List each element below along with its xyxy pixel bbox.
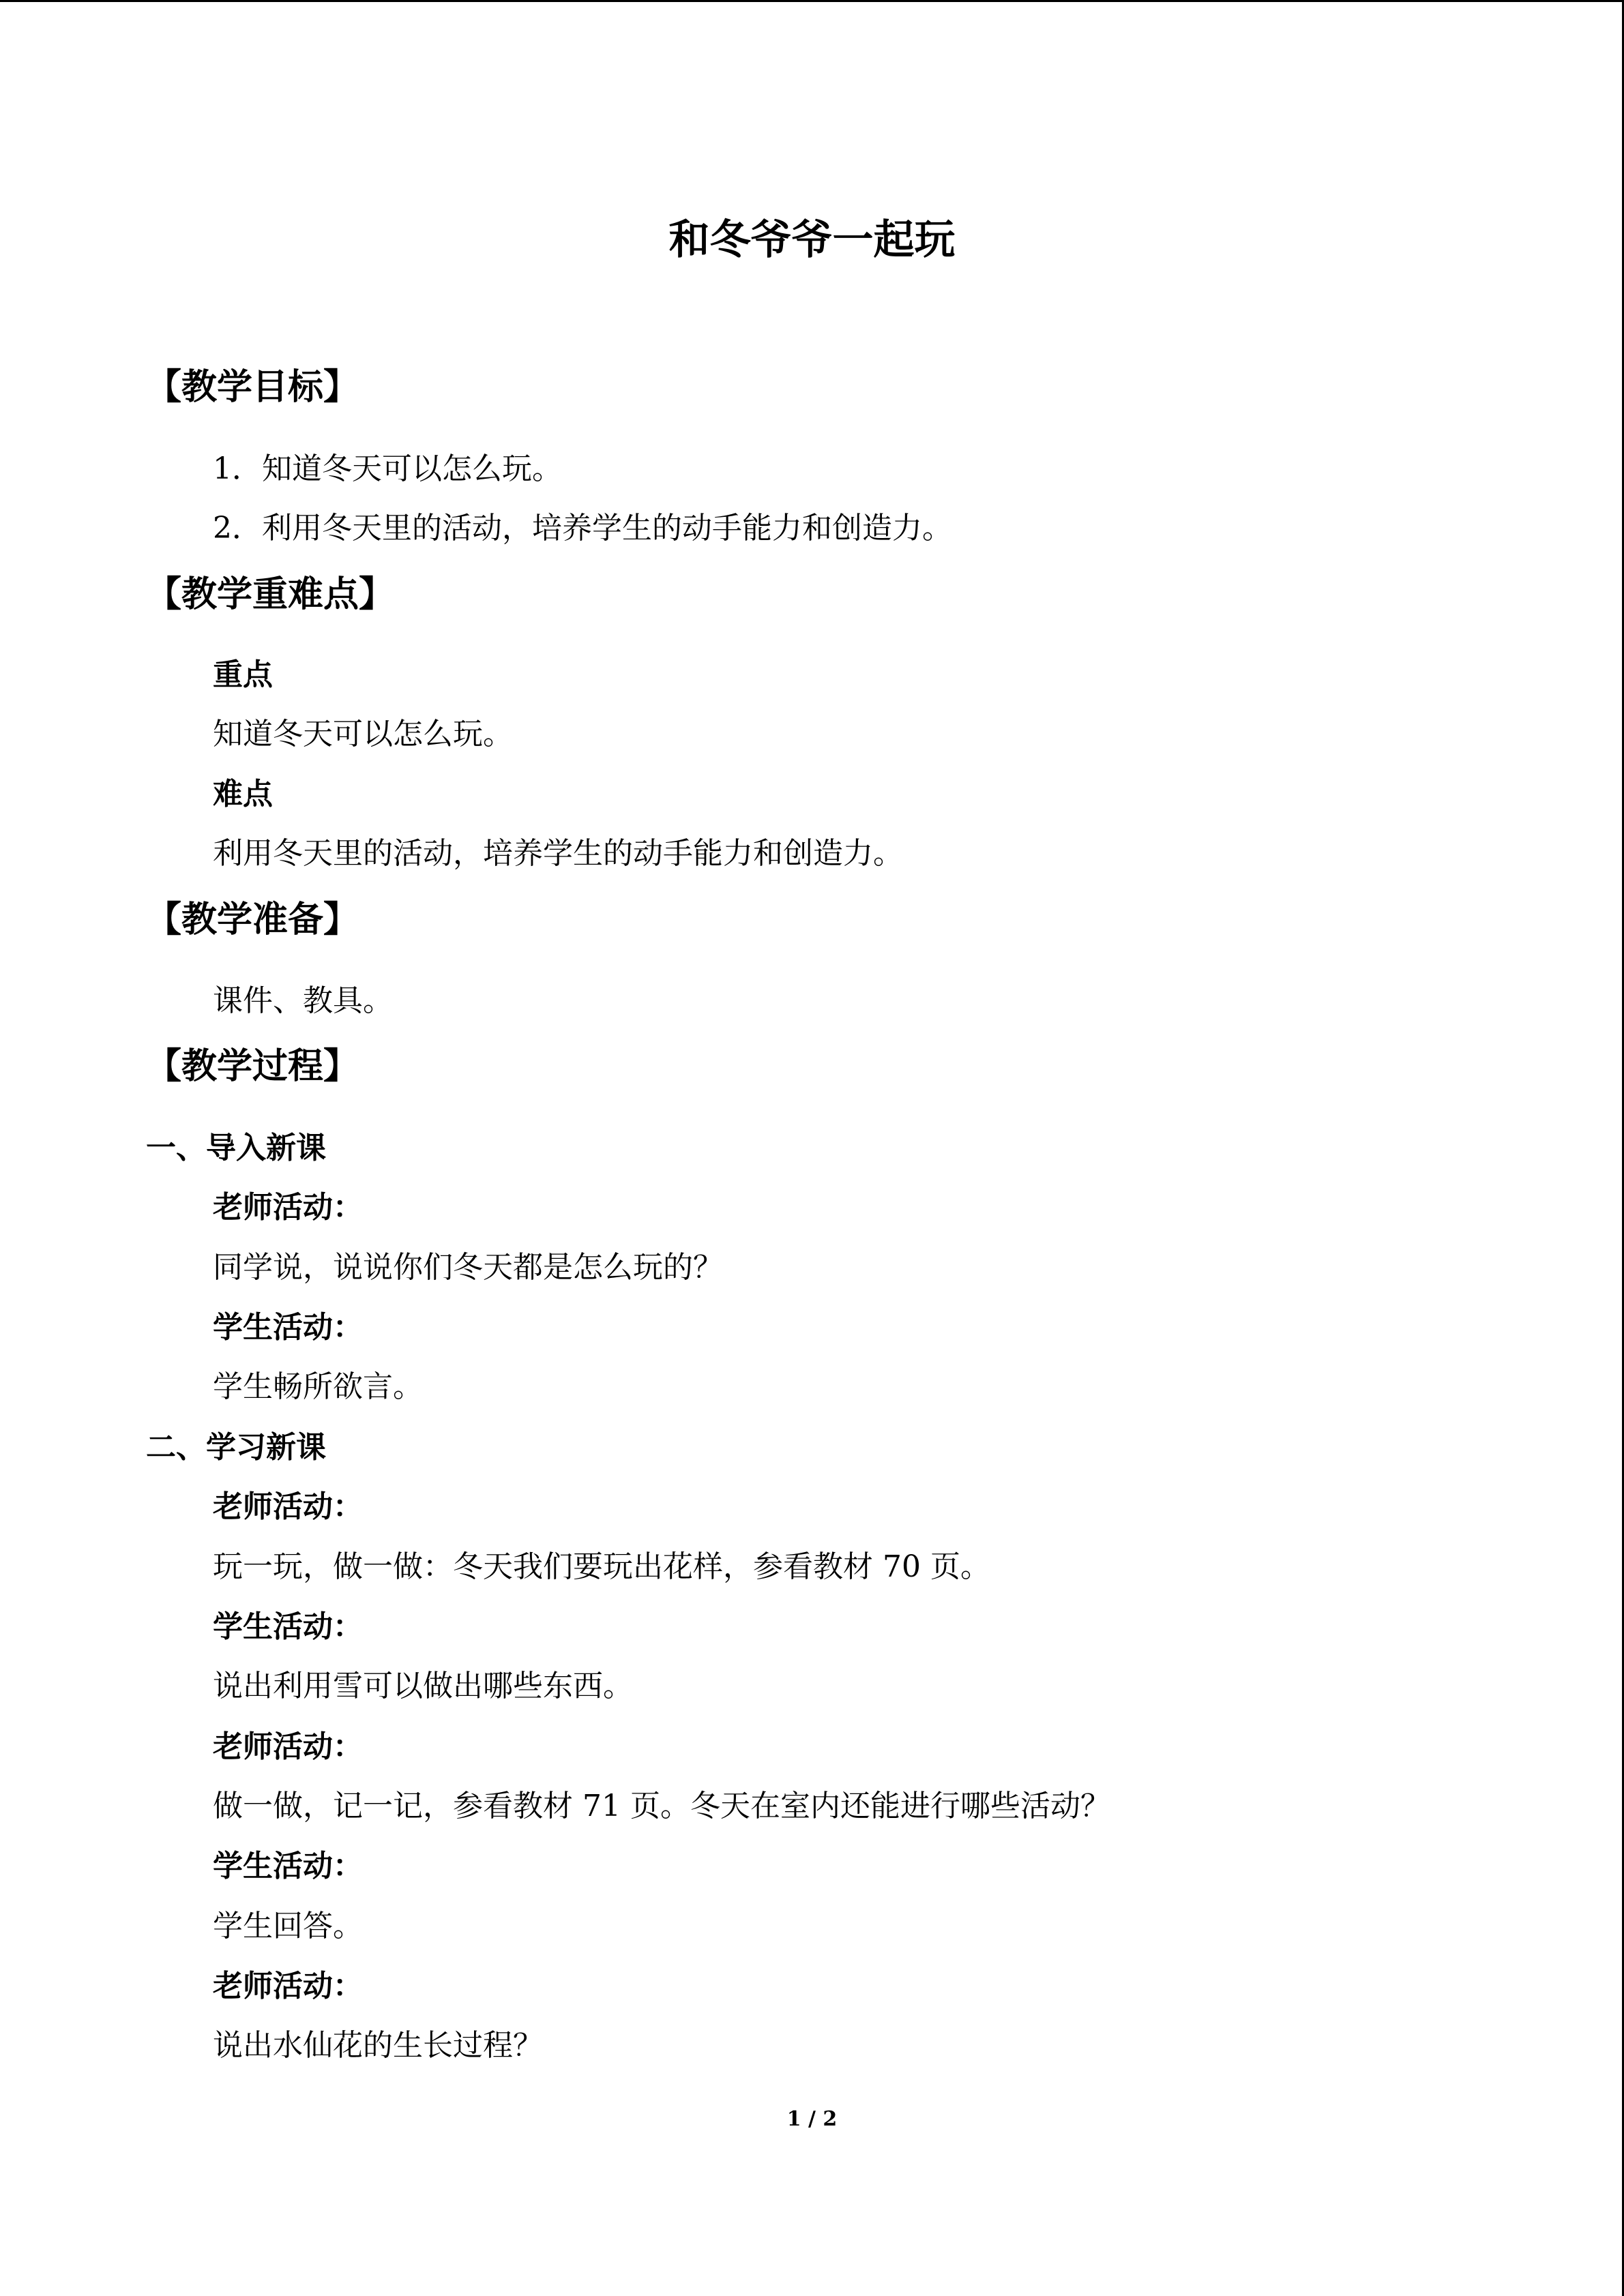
part2-student-text-1: 说出利用雪可以做出哪些东西。 [213, 1669, 633, 1703]
part2-student-label-2: 学生活动： [213, 1849, 363, 1883]
heading-preparation: 【教学准备】 [146, 899, 359, 940]
part1-student-text: 学生畅所欲言。 [213, 1369, 423, 1404]
part2-teacher-label-1: 老师活动： [213, 1489, 363, 1524]
key-text: 知道冬天可以怎么玩。 [213, 717, 513, 751]
preparation-text: 课件、教具。 [213, 983, 393, 1018]
part2-teacher-text-3: 说出水仙花的生长过程？ [213, 2028, 543, 2063]
part2-teacher-label-2: 老师活动： [213, 1729, 363, 1764]
part2-heading: 二、学习新课 [146, 1430, 326, 1465]
heading-goals: 【教学目标】 [146, 366, 359, 408]
part1-teacher-label: 老师活动： [213, 1190, 363, 1225]
part1-teacher-text: 同学说，说说你们冬天都是怎么玩的？ [213, 1250, 723, 1285]
document-title: 和冬爷爷一起玩 [668, 216, 956, 264]
difficult-text: 利用冬天里的活动，培养学生的动手能力和创造力。 [213, 836, 903, 871]
heading-key-points: 【教学重难点】 [146, 573, 395, 615]
part2-student-text-2: 学生回答。 [213, 1909, 363, 1943]
difficult-label: 难点 [213, 777, 273, 811]
goal-item-2: 2．利用冬天里的活动，培养学生的动手能力和创造力。 [213, 511, 952, 546]
goal-item-1: 1．知道冬天可以怎么玩。 [213, 451, 562, 486]
part1-student-label: 学生活动： [213, 1310, 363, 1345]
key-label: 重点 [213, 657, 273, 692]
page-number: 1 / 2 [786, 2107, 838, 2131]
part2-teacher-text-1: 玩一玩，做一做：冬天我们要玩出花样，参看教材 70 页。 [213, 1549, 990, 1584]
part2-student-label-1: 学生活动： [213, 1609, 363, 1644]
part2-teacher-text-2: 做一做，记一记，参看教材 71 页。冬天在室内还能进行哪些活动？ [213, 1789, 1110, 1823]
part1-heading: 一、导入新课 [146, 1131, 326, 1165]
part2-teacher-label-3: 老师活动： [213, 1969, 363, 2003]
heading-process: 【教学过程】 [146, 1045, 359, 1087]
